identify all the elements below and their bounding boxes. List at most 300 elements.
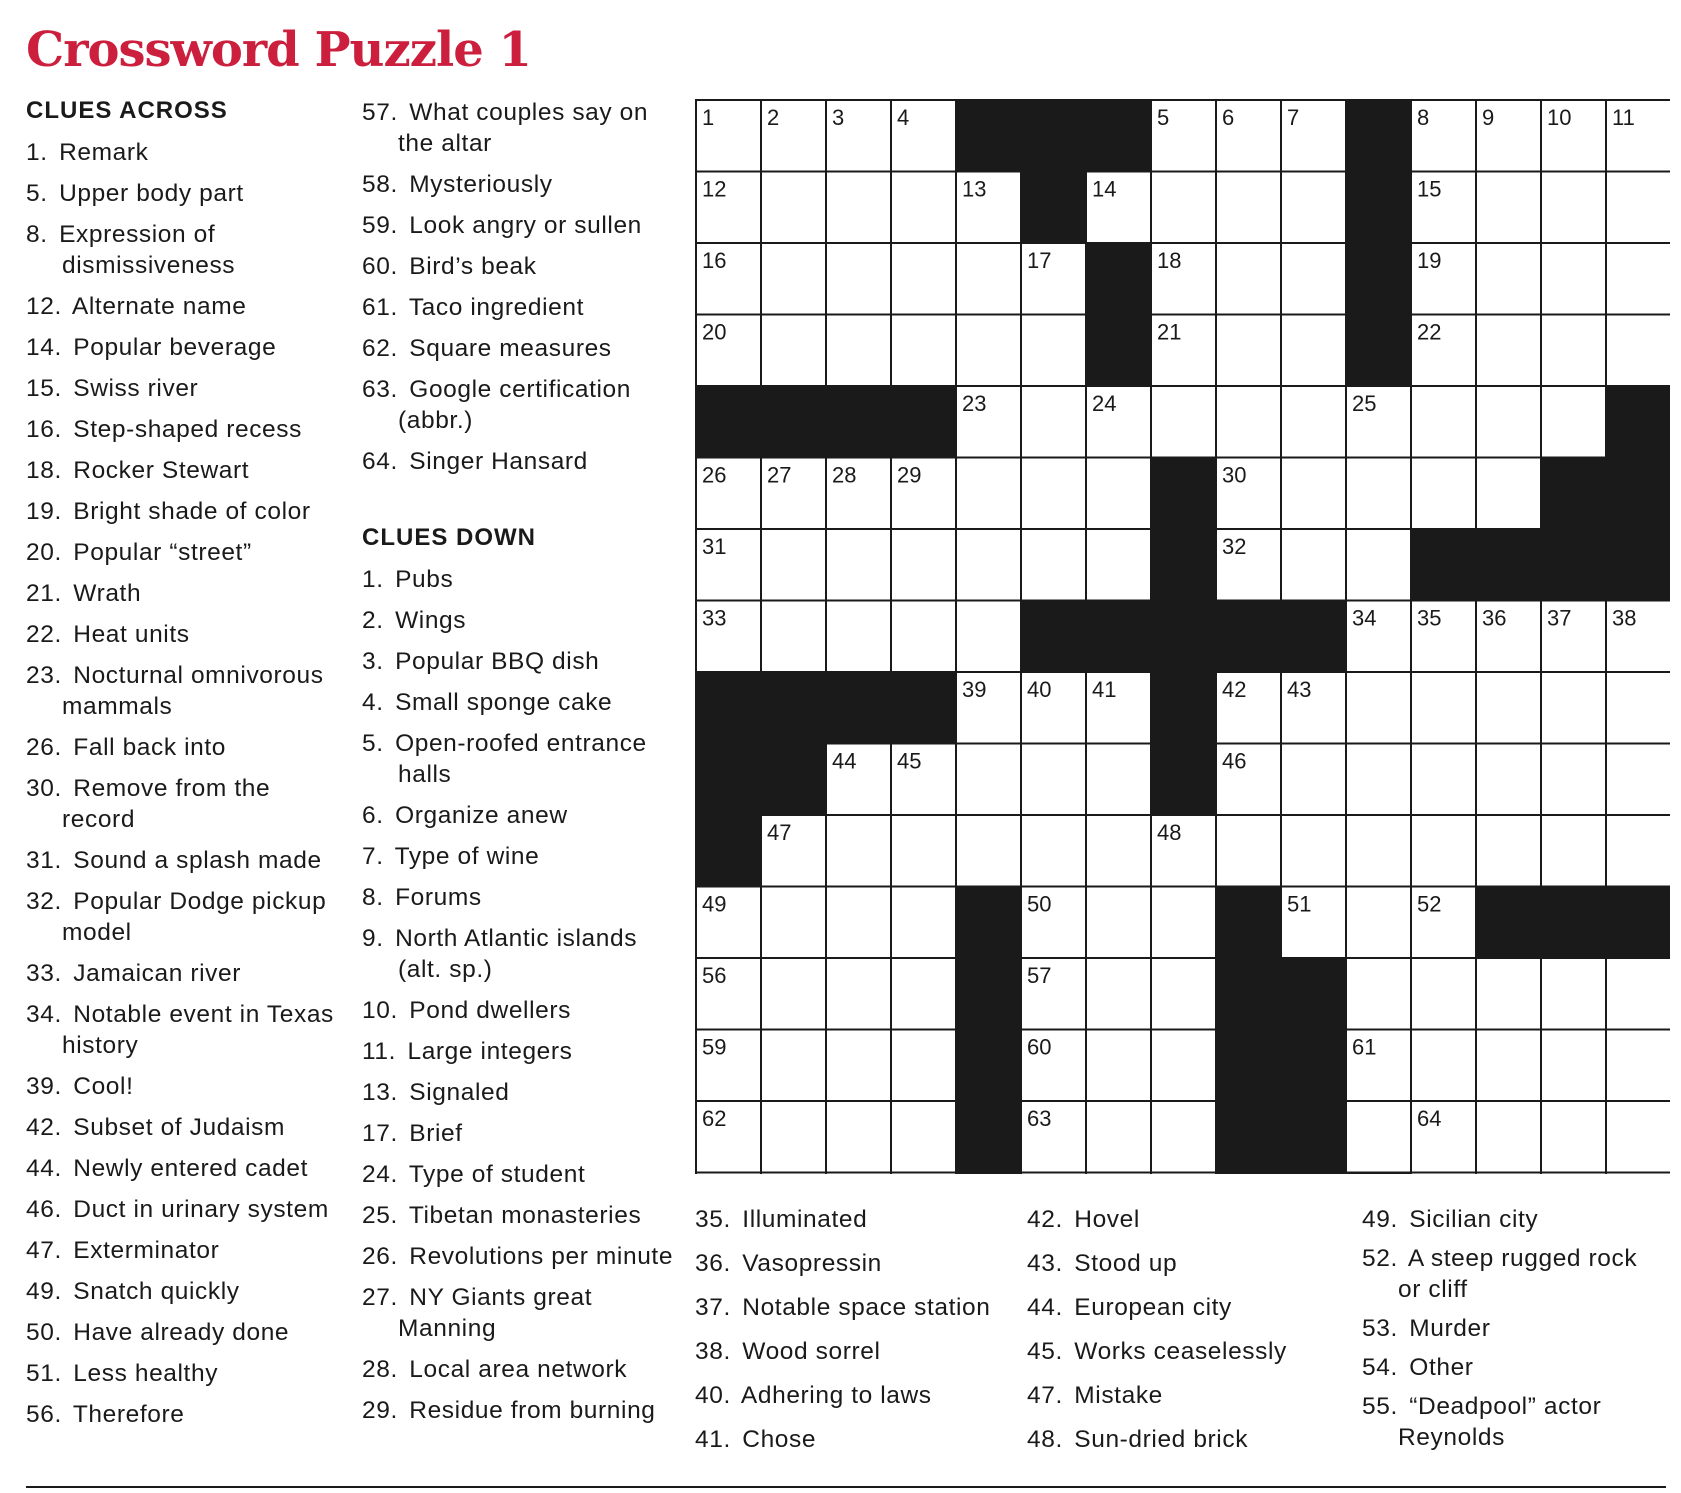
grid-cell[interactable] xyxy=(1606,1030,1670,1102)
black-square xyxy=(1346,1173,1411,1175)
cell-number: 45 xyxy=(897,748,922,774)
black-square xyxy=(1346,315,1411,387)
grid-cell[interactable] xyxy=(891,601,956,673)
grid-cell[interactable] xyxy=(1281,458,1346,530)
grid-cell[interactable] xyxy=(1151,172,1216,244)
clue-text: Nocturnal omnivorous mammals xyxy=(62,662,324,720)
cell-number: 36 xyxy=(1482,605,1507,631)
clue-text: Open-roofed entrance halls xyxy=(395,730,647,788)
grid-cell[interactable] xyxy=(1606,172,1670,244)
black-square xyxy=(956,887,1021,959)
cell-number: 25 xyxy=(1352,391,1377,416)
grid-cell[interactable] xyxy=(956,315,1021,387)
cell-number: 17 xyxy=(1027,248,1052,273)
grid-cell[interactable] xyxy=(761,887,826,959)
black-square xyxy=(1151,672,1216,744)
grid-cell[interactable] xyxy=(1151,1173,1216,1175)
grid-cell[interactable] xyxy=(1086,815,1151,887)
clue-number: 3. xyxy=(362,648,384,675)
grid-cell[interactable] xyxy=(1476,1173,1541,1175)
grid-cell[interactable] xyxy=(826,1030,891,1102)
grid-cell[interactable] xyxy=(1476,672,1541,744)
grid-cell[interactable] xyxy=(761,315,826,387)
grid-cell[interactable] xyxy=(1086,1030,1151,1102)
black-square xyxy=(1021,100,1086,172)
grid-cell[interactable] xyxy=(826,887,891,959)
cell-number: 5 xyxy=(1157,105,1170,130)
down-clue xyxy=(362,1200,682,1231)
cell-number: 4 xyxy=(897,105,910,130)
grid-cell[interactable] xyxy=(1281,386,1346,458)
across-clue xyxy=(26,773,346,835)
clue-text: NY Giants great Manning xyxy=(398,1284,593,1342)
grid-cell[interactable] xyxy=(826,601,891,673)
cell-number: 44 xyxy=(832,748,857,774)
grid-cell[interactable] xyxy=(826,529,891,601)
clue-text: Sound a splash made xyxy=(73,847,322,874)
clue-number: 49. xyxy=(1362,1206,1398,1233)
grid-cell[interactable] xyxy=(1476,1101,1541,1173)
clue-text: Google certification (abbr.) xyxy=(398,376,632,434)
clue-text: Other xyxy=(1409,1354,1474,1381)
across-clue xyxy=(362,333,662,364)
down-clue xyxy=(1027,1248,1347,1279)
grid-cell[interactable] xyxy=(1411,1030,1476,1102)
grid-cell[interactable] xyxy=(1216,243,1281,315)
grid-cell[interactable] xyxy=(1086,744,1151,816)
cell-number: 63 xyxy=(1027,1106,1052,1131)
clue-number: 26. xyxy=(362,1243,398,1270)
across-clue xyxy=(362,446,662,477)
down-clue xyxy=(362,995,682,1026)
grid-cell[interactable] xyxy=(1541,744,1606,816)
clue-number: 48. xyxy=(1027,1426,1063,1453)
grid-cell[interactable] xyxy=(1281,744,1346,816)
grid-cell[interactable] xyxy=(1476,744,1541,816)
down-clues-column-3 xyxy=(1027,1204,1347,1468)
across-clues-column-2 xyxy=(362,97,662,487)
clue-text: What couples say on the altar xyxy=(398,99,649,157)
clue-text: Notable space station xyxy=(742,1294,991,1321)
grid-cell[interactable] xyxy=(1541,958,1606,1030)
cell-number: 16 xyxy=(702,248,727,273)
grid-cell[interactable] xyxy=(1476,815,1541,887)
grid-cell[interactable] xyxy=(1086,1101,1151,1173)
clue-number: 41. xyxy=(695,1426,731,1453)
grid-cell[interactable] xyxy=(1411,744,1476,816)
grid-cell[interactable] xyxy=(1541,1030,1606,1102)
across-clue xyxy=(26,291,346,322)
grid-cell[interactable] xyxy=(1216,815,1281,887)
grid-cell[interactable] xyxy=(1476,458,1541,530)
cell-number: 30 xyxy=(1222,462,1247,488)
grid-cell[interactable] xyxy=(1476,1030,1541,1102)
clue-number: 57. xyxy=(362,99,398,126)
grid-cell[interactable] xyxy=(1346,887,1411,959)
cell-number: 8 xyxy=(1417,105,1430,130)
cell-number: 50 xyxy=(1027,891,1052,917)
clue-text: Popular “street” xyxy=(73,539,252,566)
grid-cell[interactable] xyxy=(826,315,891,387)
across-clue xyxy=(26,958,346,989)
clue-number: 64. xyxy=(362,448,398,475)
grid-cell[interactable] xyxy=(1346,672,1411,744)
black-square xyxy=(1151,601,1216,673)
grid-cell[interactable] xyxy=(1541,1101,1606,1173)
grid-cell[interactable] xyxy=(826,815,891,887)
clue-number: 59. xyxy=(362,212,398,239)
cell-number: 3 xyxy=(832,105,845,130)
grid-cell[interactable] xyxy=(1021,386,1086,458)
clue-number: 15. xyxy=(26,375,62,402)
grid-cell[interactable] xyxy=(826,958,891,1030)
grid-cell[interactable] xyxy=(1346,958,1411,1030)
black-square xyxy=(1346,100,1411,172)
cell-number: 59 xyxy=(702,1034,727,1060)
down-clue xyxy=(1362,1352,1667,1383)
grid-cell[interactable] xyxy=(1606,1173,1670,1175)
clue-number: 12. xyxy=(26,293,62,320)
grid-cell[interactable] xyxy=(826,172,891,244)
grid-cell[interactable] xyxy=(1021,744,1086,816)
grid-cell[interactable] xyxy=(891,958,956,1030)
grid-cell[interactable] xyxy=(761,529,826,601)
down-clue xyxy=(695,1380,1025,1411)
clue-text: Square measures xyxy=(409,335,612,362)
clue-number: 44. xyxy=(1027,1294,1063,1321)
clue-number: 46. xyxy=(26,1196,62,1223)
clue-number: 33. xyxy=(26,960,62,987)
clue-number: 29. xyxy=(362,1397,398,1424)
grid-cell[interactable] xyxy=(1151,1101,1216,1173)
grid-cell[interactable] xyxy=(1151,887,1216,959)
grid-cell[interactable] xyxy=(956,529,1021,601)
black-square xyxy=(1216,1030,1281,1102)
grid-cell[interactable] xyxy=(1021,1173,1086,1175)
clue-text: Step-shaped recess xyxy=(73,416,302,443)
grid-cell[interactable] xyxy=(1411,1173,1476,1175)
down-clue xyxy=(1027,1336,1347,1367)
grid-cell[interactable] xyxy=(761,1101,826,1173)
grid-cell[interactable] xyxy=(1216,315,1281,387)
across-clue xyxy=(362,97,662,159)
clue-text: Hovel xyxy=(1074,1206,1140,1233)
grid-cell[interactable] xyxy=(1476,243,1541,315)
clue-number: 13. xyxy=(362,1079,398,1106)
clue-number: 54. xyxy=(1362,1354,1398,1381)
cell-number: 9 xyxy=(1482,105,1495,130)
across-clues-column-1 xyxy=(26,97,346,1440)
clue-text: Type of student xyxy=(408,1161,586,1188)
clue-text: “Deadpool” actor Reynolds xyxy=(1398,1393,1602,1451)
grid-cell[interactable] xyxy=(1021,458,1086,530)
across-clue xyxy=(26,137,346,168)
clue-text: Look angry or sullen xyxy=(409,212,642,239)
grid-cell[interactable] xyxy=(956,243,1021,315)
black-square xyxy=(1151,529,1216,601)
cell-number: 32 xyxy=(1222,534,1247,559)
black-square xyxy=(1216,1101,1281,1173)
grid-cell[interactable] xyxy=(1346,1101,1411,1173)
cell-number: 57 xyxy=(1027,963,1052,988)
clue-text: Wrath xyxy=(73,580,142,607)
clue-number: 31. xyxy=(26,847,62,874)
black-square xyxy=(1281,1030,1346,1102)
cell-number: 1 xyxy=(702,105,715,130)
clue-number: 27. xyxy=(362,1284,398,1311)
grid-cell[interactable] xyxy=(891,315,956,387)
cell-number: 48 xyxy=(1157,820,1182,845)
grid-cell[interactable] xyxy=(1541,243,1606,315)
black-square xyxy=(1086,601,1151,673)
grid-cell[interactable] xyxy=(1086,887,1151,959)
grid-cell[interactable] xyxy=(1346,815,1411,887)
black-square xyxy=(956,1030,1021,1102)
across-heading: CLUES ACROSS xyxy=(26,97,228,124)
cell-number: 46 xyxy=(1222,748,1247,774)
grid-cell[interactable] xyxy=(1281,243,1346,315)
clue-text: Have already done xyxy=(73,1319,290,1346)
clue-text: Stood up xyxy=(1074,1250,1178,1277)
clue-text: Forums xyxy=(395,884,482,911)
clue-number: 38. xyxy=(695,1338,731,1365)
grid-cell[interactable] xyxy=(1281,172,1346,244)
grid-cell[interactable] xyxy=(891,243,956,315)
grid-cell[interactable] xyxy=(1216,386,1281,458)
clue-number: 43. xyxy=(1027,1250,1063,1277)
grid-cell[interactable] xyxy=(826,1173,891,1175)
cell-number: 38 xyxy=(1612,605,1637,631)
clue-text: Sicilian city xyxy=(1409,1206,1539,1233)
grid-cell[interactable] xyxy=(1476,386,1541,458)
crossword-grid[interactable] xyxy=(695,99,1670,1174)
clue-number: 17. xyxy=(362,1120,398,1147)
clue-number: 1. xyxy=(26,139,48,166)
grid-cell[interactable] xyxy=(1606,744,1670,816)
cell-number: 26 xyxy=(702,462,727,488)
grid-cell[interactable] xyxy=(761,958,826,1030)
grid-cell[interactable] xyxy=(826,243,891,315)
grid-cell[interactable] xyxy=(1086,458,1151,530)
down-clues-column-4 xyxy=(1362,1204,1667,1461)
black-square xyxy=(1216,601,1281,673)
cell-number: 22 xyxy=(1417,319,1442,345)
grid-cell[interactable] xyxy=(1541,1173,1606,1175)
grid-cell[interactable] xyxy=(1086,1173,1151,1175)
grid-cell[interactable] xyxy=(1541,672,1606,744)
grid-cell[interactable] xyxy=(891,1173,956,1175)
clue-number: 62. xyxy=(362,335,398,362)
across-clue xyxy=(26,537,346,568)
grid-cell[interactable] xyxy=(956,601,1021,673)
cell-number: 24 xyxy=(1092,391,1117,416)
cell-number: 14 xyxy=(1092,176,1117,202)
clue-text: Duct in urinary system xyxy=(73,1196,329,1223)
grid-cell[interactable] xyxy=(1541,315,1606,387)
grid-cell[interactable] xyxy=(1541,815,1606,887)
clue-number: 14. xyxy=(26,334,62,361)
grid-cell[interactable] xyxy=(1086,958,1151,1030)
grid-cell[interactable] xyxy=(1346,529,1411,601)
grid-cell[interactable] xyxy=(956,815,1021,887)
clue-text: Illuminated xyxy=(742,1206,868,1233)
clue-text: Subset of Judaism xyxy=(73,1114,286,1141)
grid-cell[interactable] xyxy=(1606,672,1670,744)
clue-number: 30. xyxy=(26,775,62,802)
grid-cell[interactable] xyxy=(1021,315,1086,387)
down-clue xyxy=(362,687,682,718)
down-clue xyxy=(362,1354,682,1385)
clue-number: 28. xyxy=(362,1356,398,1383)
cell-number: 35 xyxy=(1417,605,1442,631)
down-clue xyxy=(362,882,682,913)
clue-text: North Atlantic islands (alt. sp.) xyxy=(395,925,638,983)
clue-number: 47. xyxy=(1027,1382,1063,1409)
grid-cell[interactable] xyxy=(1476,958,1541,1030)
grid-cell[interactable] xyxy=(1086,529,1151,601)
grid-cell[interactable] xyxy=(1021,815,1086,887)
grid-cell[interactable] xyxy=(761,601,826,673)
black-square xyxy=(1541,529,1606,601)
grid-cell[interactable] xyxy=(1411,815,1476,887)
black-square xyxy=(761,386,826,458)
grid-cell[interactable] xyxy=(1151,958,1216,1030)
across-clue xyxy=(26,845,346,876)
black-square xyxy=(1476,887,1541,959)
grid-cell[interactable] xyxy=(891,887,956,959)
across-clue xyxy=(26,1399,346,1430)
grid-cell[interactable] xyxy=(1281,529,1346,601)
grid-cell[interactable] xyxy=(1151,386,1216,458)
black-square xyxy=(1346,243,1411,315)
grid-cell[interactable] xyxy=(956,458,1021,530)
black-square xyxy=(1021,601,1086,673)
grid-cell[interactable] xyxy=(891,529,956,601)
down-clue xyxy=(695,1424,1025,1455)
grid-cell[interactable] xyxy=(1606,243,1670,315)
grid-cell[interactable] xyxy=(1411,958,1476,1030)
cell-number: 61 xyxy=(1352,1034,1377,1060)
down-clue xyxy=(362,1077,682,1108)
down-clue xyxy=(1362,1313,1667,1344)
clue-number: 2. xyxy=(362,607,384,634)
down-clue xyxy=(362,1241,682,1272)
black-square xyxy=(1216,887,1281,959)
clue-text: Remove from the record xyxy=(62,775,271,833)
grid-cell[interactable] xyxy=(1476,172,1541,244)
black-square xyxy=(1606,458,1670,530)
grid-cell[interactable] xyxy=(1346,744,1411,816)
black-square xyxy=(761,744,826,816)
grid-cell[interactable] xyxy=(761,1173,826,1175)
black-square xyxy=(1086,100,1151,172)
cell-number: 33 xyxy=(702,605,727,631)
clue-text: Pond dwellers xyxy=(409,997,571,1024)
clue-text: Upper body part xyxy=(59,180,244,207)
clue-text: Wood sorrel xyxy=(742,1338,881,1365)
cell-number: 18 xyxy=(1157,248,1182,273)
grid-cell[interactable] xyxy=(1476,315,1541,387)
black-square xyxy=(1216,1173,1281,1175)
grid-cell[interactable] xyxy=(1606,315,1670,387)
grid-cell[interactable] xyxy=(891,815,956,887)
clue-number: 32. xyxy=(26,888,62,915)
down-clues-column-2 xyxy=(695,1204,1025,1468)
clue-text: Expression of dismissiveness xyxy=(59,221,236,279)
clue-number: 4. xyxy=(362,689,384,716)
clue-number: 51. xyxy=(26,1360,62,1387)
clue-text: Swiss river xyxy=(73,375,199,402)
cell-number: 20 xyxy=(702,319,727,345)
clue-number: 9. xyxy=(362,925,384,952)
grid-cell[interactable] xyxy=(956,744,1021,816)
grid-cell[interactable] xyxy=(1541,386,1606,458)
grid-cell[interactable] xyxy=(1411,672,1476,744)
across-clue xyxy=(26,1358,346,1389)
grid-cell[interactable] xyxy=(1281,315,1346,387)
grid-cell[interactable] xyxy=(1606,1101,1670,1173)
cell-number: 62 xyxy=(702,1106,727,1131)
clue-text: Singer Hansard xyxy=(409,448,588,475)
down-clue xyxy=(1027,1292,1347,1323)
clue-text: Rocker Stewart xyxy=(73,457,250,484)
clue-number: 34. xyxy=(26,1001,62,1028)
grid-cell[interactable] xyxy=(891,1101,956,1173)
cell-number: 42 xyxy=(1222,677,1247,702)
grid-cell[interactable] xyxy=(1606,815,1670,887)
black-square xyxy=(956,1101,1021,1173)
clue-number: 35. xyxy=(695,1206,731,1233)
across-clue xyxy=(26,999,346,1061)
across-clue xyxy=(362,374,662,436)
cell-number: 47 xyxy=(767,820,792,845)
clue-text: Heat units xyxy=(73,621,190,648)
grid-cell[interactable] xyxy=(891,172,956,244)
black-square xyxy=(956,958,1021,1030)
grid-cell[interactable] xyxy=(1281,815,1346,887)
grid-cell[interactable] xyxy=(826,1101,891,1173)
clue-text: Bird’s beak xyxy=(409,253,537,280)
grid-cell[interactable] xyxy=(1411,458,1476,530)
grid-cell[interactable] xyxy=(891,1030,956,1102)
clue-text: Jamaican river xyxy=(73,960,241,987)
clue-text: Adhering to laws xyxy=(740,1382,932,1409)
grid-cell[interactable] xyxy=(761,243,826,315)
black-square xyxy=(1281,958,1346,1030)
down-clue xyxy=(695,1248,1025,1279)
grid-cell[interactable] xyxy=(1606,958,1670,1030)
grid-cell[interactable] xyxy=(1346,458,1411,530)
grid-cell[interactable] xyxy=(1216,172,1281,244)
across-clue xyxy=(362,210,662,241)
black-square xyxy=(1606,887,1670,959)
grid-cell[interactable] xyxy=(1021,529,1086,601)
grid-cell[interactable] xyxy=(761,172,826,244)
across-clue xyxy=(362,169,662,200)
cell-number: 56 xyxy=(702,963,727,988)
clue-number: 19. xyxy=(26,498,62,525)
grid-cell[interactable] xyxy=(761,1030,826,1102)
down-heading: CLUES DOWN xyxy=(362,524,536,551)
clue-number: 1. xyxy=(362,566,384,593)
clue-text: Brief xyxy=(409,1120,463,1147)
grid-cell[interactable] xyxy=(696,1173,761,1175)
clue-text: Small sponge cake xyxy=(395,689,613,716)
clue-text: Notable event in Texas history xyxy=(62,1001,334,1059)
grid-cell[interactable] xyxy=(1151,1030,1216,1102)
grid-cell[interactable] xyxy=(1411,386,1476,458)
grid-cell[interactable] xyxy=(1541,172,1606,244)
